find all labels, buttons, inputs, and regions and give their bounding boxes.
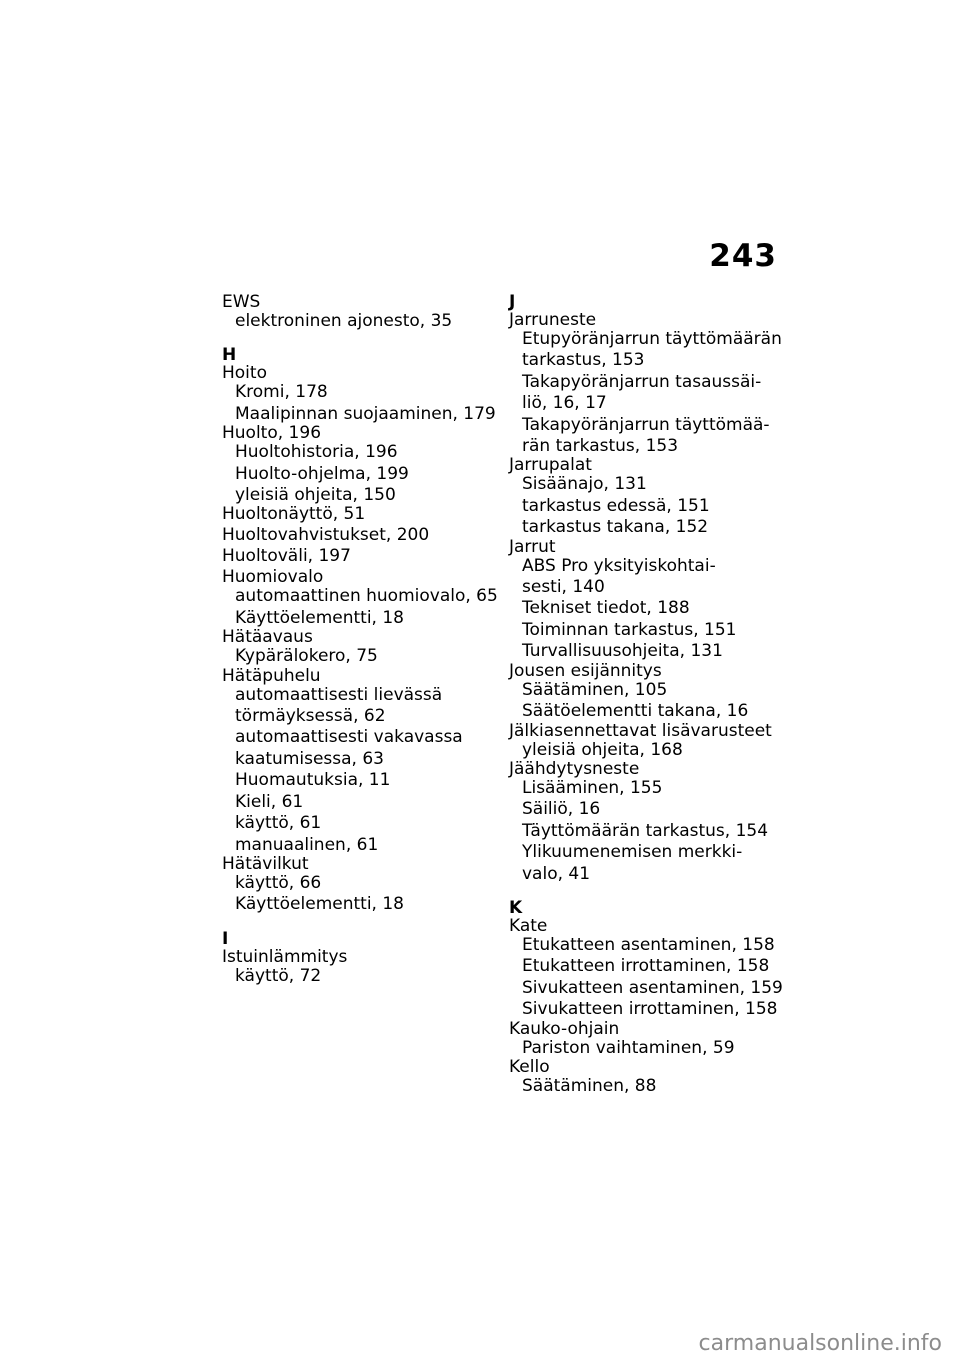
index-entry bbox=[222, 526, 502, 544]
index-subentry: liö, 16, 17 bbox=[522, 393, 607, 414]
index-subentry: elektroninen ajonesto, 35 bbox=[235, 311, 453, 331]
index-subentry: valo, 41 bbox=[522, 863, 591, 884]
index-subentry: Sivukatteen irrottaminen, 158 bbox=[522, 999, 778, 1020]
index-subentry: automaattinen huomiovalo, 65 bbox=[235, 586, 498, 607]
index-subentry: Käyttöelementti, 18 bbox=[235, 894, 404, 915]
index-subentry: Pariston vaihtaminen, 59 bbox=[522, 1037, 735, 1058]
index-letter: K bbox=[509, 897, 523, 918]
index-entry bbox=[509, 1058, 799, 1097]
index-subentry: tarkastus takana, 152 bbox=[522, 517, 709, 538]
index-subentry: Toiminnan tarkastus, 151 bbox=[522, 619, 737, 640]
index-subentry: Säätäminen, 105 bbox=[522, 679, 668, 700]
index-subentry: Kieli, 61 bbox=[235, 791, 304, 812]
index-subentry: kaatumisessa, 63 bbox=[235, 748, 384, 769]
index-entry bbox=[509, 722, 799, 761]
index-entry-heading: Hätävilkut bbox=[222, 853, 309, 874]
index-subentry: Säiliö, 16 bbox=[522, 799, 601, 820]
index-letter: J bbox=[509, 292, 516, 312]
index-entry bbox=[222, 855, 502, 916]
index-subentry: tarkastus edessä, 151 bbox=[522, 495, 710, 516]
index-entry-heading: Kello bbox=[509, 1056, 550, 1077]
index-subentry: käyttö, 66 bbox=[235, 872, 322, 893]
index-entry-heading: Jälkiasennettavat lisävarusteet bbox=[509, 720, 772, 741]
index-subentry: käyttö, 72 bbox=[235, 965, 322, 986]
index-subentry: automaattisesti lievässä bbox=[235, 684, 443, 705]
index-subentry: automaattisesti vakavassa bbox=[235, 727, 463, 748]
index-entry bbox=[509, 760, 799, 885]
index-subentry: Säätäminen, 88 bbox=[522, 1075, 657, 1096]
index-subentry: Ylikuumenemisen merkki- bbox=[522, 842, 743, 863]
index-entry bbox=[509, 917, 799, 1021]
index-entry-heading: Hätäpuhelu bbox=[222, 665, 321, 686]
index-subentry: ABS Pro yksityiskohtai- bbox=[522, 555, 716, 576]
index-entry bbox=[222, 505, 502, 523]
index-entry-heading: Huolto, 196 bbox=[222, 423, 322, 444]
index-entry-heading: EWS bbox=[222, 292, 261, 312]
index-entry-heading: Huomiovalo bbox=[222, 567, 324, 588]
index-entry-heading: Kauko-ohjain bbox=[509, 1018, 620, 1039]
index-entry-heading: Kate bbox=[509, 915, 548, 936]
index-entry bbox=[222, 364, 502, 425]
index-entry-heading: Jäähdytysneste bbox=[509, 758, 640, 779]
index-subentry: käyttö, 61 bbox=[235, 813, 322, 834]
index-entry bbox=[222, 568, 502, 629]
index-subentry: yleisiä ohjeita, 168 bbox=[522, 739, 683, 760]
index-column-right bbox=[509, 293, 799, 1097]
index-subentry: Sisäänajo, 131 bbox=[522, 474, 647, 495]
index-subentry: Säätöelementti takana, 16 bbox=[522, 701, 749, 722]
index-entry bbox=[509, 538, 799, 663]
index-entry bbox=[509, 1020, 799, 1059]
index-entry-heading: Jarrut bbox=[509, 536, 556, 557]
index-subentry: Etukatteen irrottaminen, 158 bbox=[522, 956, 770, 977]
index-entry-heading: Jousen esijännitys bbox=[509, 660, 662, 681]
index-entry-heading: Jarrupalat bbox=[509, 455, 592, 476]
index-entry-heading: Hätäavaus bbox=[222, 627, 313, 648]
index-entry bbox=[509, 311, 799, 457]
index-entry bbox=[222, 547, 502, 565]
index-entry bbox=[509, 456, 799, 538]
index-subentry: Kypärälokero, 75 bbox=[235, 646, 378, 667]
index-entry-heading: Huoltonäyttö, 51 bbox=[222, 504, 366, 525]
index-entry bbox=[222, 948, 502, 987]
index-subentry: Takapyöränjarrun tasaussäi- bbox=[522, 371, 762, 392]
index-entry-heading: Istuinlämmitys bbox=[222, 946, 348, 967]
index-entry bbox=[222, 667, 502, 856]
index-subentry: Etupyöränjarrun täyttömäärän bbox=[522, 329, 782, 349]
index-entry-heading: Huoltoväli, 197 bbox=[222, 546, 351, 567]
index-column-left bbox=[222, 293, 502, 987]
index-entry-heading: Jarruneste bbox=[509, 310, 597, 330]
index-subentry: sesti, 140 bbox=[522, 577, 605, 598]
index-letter: I bbox=[222, 928, 229, 949]
index-subentry: Kromi, 178 bbox=[235, 382, 328, 403]
index-entry-heading: Hoito bbox=[222, 363, 267, 384]
index-entry bbox=[222, 628, 502, 667]
index-subentry: Käyttöelementti, 18 bbox=[235, 607, 404, 628]
page-number: 243 bbox=[709, 238, 777, 274]
index-entry bbox=[509, 662, 799, 723]
index-subentry: manuaalinen, 61 bbox=[235, 834, 379, 855]
index-subentry: rän tarkastus, 153 bbox=[522, 436, 679, 457]
index-subentry: törmäyksessä, 62 bbox=[235, 706, 386, 727]
index-subentry: Etukatteen asentaminen, 158 bbox=[522, 934, 775, 955]
index-subentry: Täyttömäärän tarkastus, 154 bbox=[522, 820, 769, 841]
index-subentry: Takapyöränjarrun täyttömää- bbox=[522, 414, 770, 435]
index-subentry: Tekniset tiedot, 188 bbox=[522, 598, 690, 619]
index-entry-heading: Huoltovahvistukset, 200 bbox=[222, 525, 430, 546]
index-subentry: Turvallisuusohjeita, 131 bbox=[522, 641, 723, 662]
watermark: carmanualsonline.info bbox=[698, 1331, 942, 1356]
index-letter: H bbox=[222, 345, 237, 366]
index-entry bbox=[222, 293, 502, 332]
index-subentry: Lisääminen, 155 bbox=[522, 777, 663, 798]
index-subentry: Huolto-ohjelma, 199 bbox=[235, 463, 409, 484]
index-subentry: Huomautuksia, 11 bbox=[235, 770, 391, 791]
index-subentry: tarkastus, 153 bbox=[522, 350, 645, 371]
index-subentry: Maalipinnan suojaaminen, 179 bbox=[235, 403, 496, 424]
index-entry bbox=[222, 424, 502, 506]
index-subentry: Sivukatteen asentaminen, 159 bbox=[522, 977, 783, 998]
index-subentry: Huoltohistoria, 196 bbox=[235, 442, 398, 463]
index-subentry: yleisiä ohjeita, 150 bbox=[235, 485, 396, 506]
